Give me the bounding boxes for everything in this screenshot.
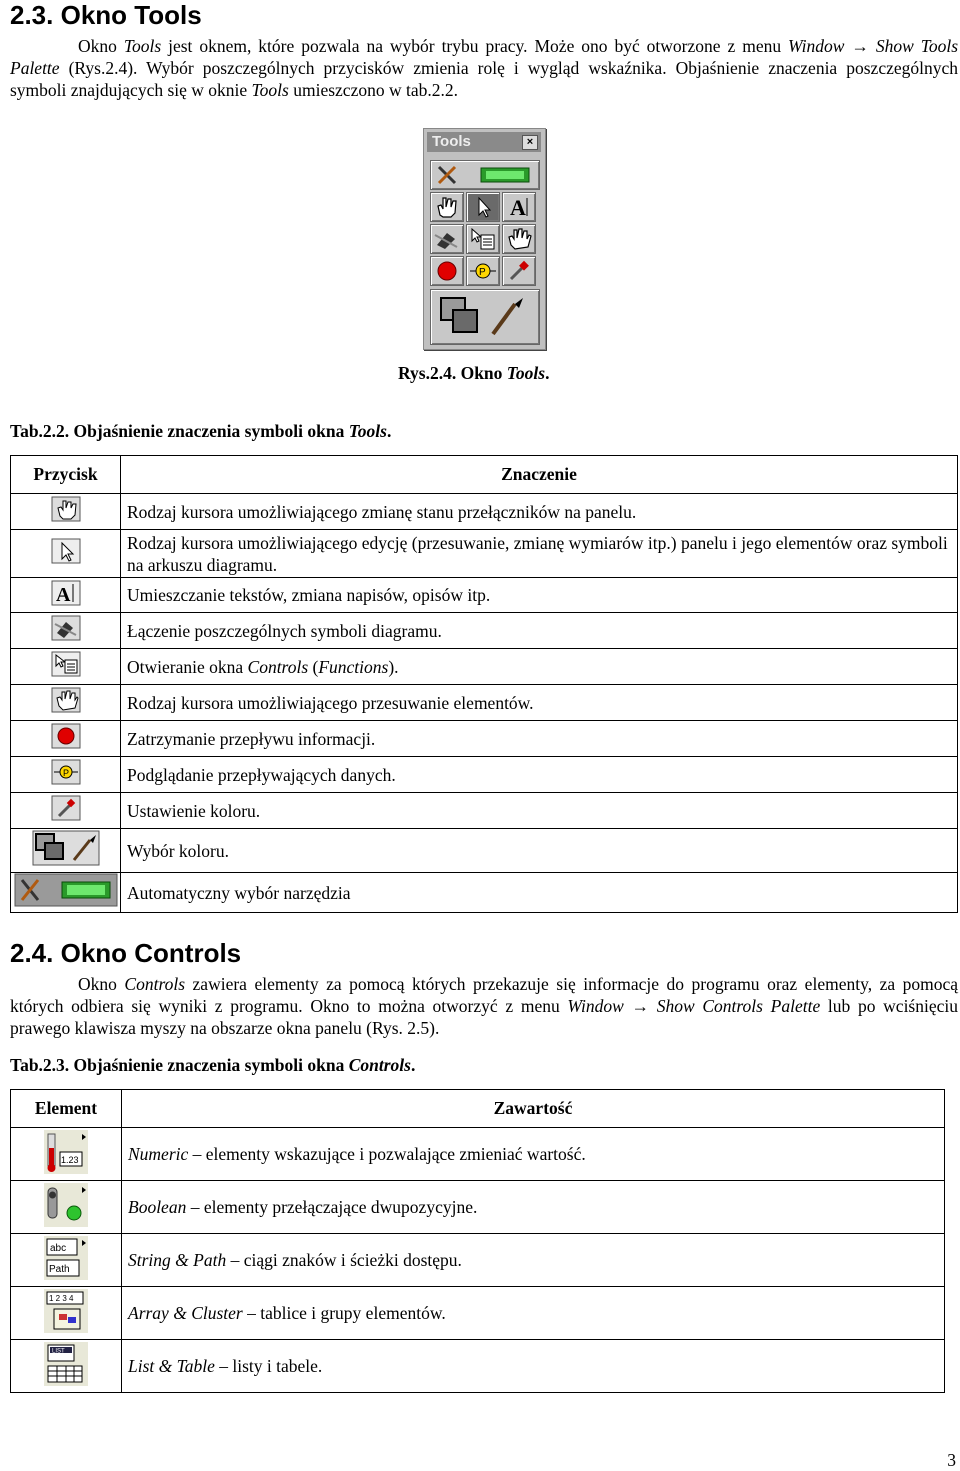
table-row — [11, 578, 958, 613]
scroll-hand-icon — [502, 224, 536, 254]
palette-title: Tools — [432, 133, 471, 150]
row-text: Rodzaj kursora umożliwiającego przesuwanie elementów. — [121, 685, 958, 721]
boolean-icon — [44, 1183, 88, 1232]
table-row — [11, 757, 958, 793]
auto-tool-icon — [14, 873, 118, 912]
svg-text:P: P — [479, 267, 486, 278]
row-text: List & Table – listy i tabele. — [122, 1340, 945, 1393]
svg-text:A: A — [510, 195, 526, 220]
array-cluster-icon — [44, 1289, 88, 1338]
operate-hand-icon — [430, 192, 464, 222]
row-text: Łączenie poszczególnych symboli diagramu. — [121, 613, 958, 649]
tools-table — [10, 455, 958, 913]
table-row — [11, 1340, 945, 1393]
shortcut-menu-icon — [51, 651, 81, 682]
scroll-hand-icon — [51, 687, 81, 718]
controls-table — [10, 1089, 945, 1393]
section-heading-tools: 2.3. Okno Tools — [10, 0, 202, 30]
row-text: Rodzaj kursora umożliwiającego edycję (przesuwanie, zmianę wymiarów itp.) panelu i jego elementów oraz symboli na arkuszu diagramu. — [121, 530, 958, 578]
table-row — [11, 1234, 945, 1287]
col-header-button: Przycisk — [11, 456, 121, 494]
color-copy-icon — [430, 289, 540, 345]
table-row — [11, 873, 958, 913]
figure-caption: Rys.2.4. Okno Tools. — [398, 363, 550, 383]
operate-hand-icon — [51, 496, 81, 527]
svg-text:LIST: LIST — [52, 1348, 65, 1354]
col-header-meaning: Znaczenie — [121, 456, 958, 494]
text-tool-icon — [502, 192, 536, 222]
controls-paragraph: Okno Controls zawiera elementy za pomocą których przekazuje się informacje do programu oraz elementy, za pomocą których odbiera się wyniki z programu. Okno to można otworzyć z menu Window → Show Controls Palette lub po wciśnięciu prawego klawisza myszy na obszarze okna panelu (Rys. 2.5). — [10, 974, 959, 1038]
arrow-cursor-icon — [51, 538, 81, 569]
breakpoint-icon — [430, 256, 464, 286]
tools-palette-figure — [423, 128, 546, 350]
page-number: 3 — [947, 1450, 956, 1470]
row-text: Umieszczanie tekstów, zmiana napisów, opisów itp. — [121, 578, 958, 613]
table-caption-tools: Tab.2.2. Objaśnienie znaczenia symboli okna Tools. — [10, 421, 392, 441]
text-tool-icon — [51, 580, 81, 611]
row-text: Automatyczny wybór narzędzia — [121, 873, 958, 913]
wiring-spool-icon — [430, 224, 464, 254]
table-row — [11, 494, 958, 530]
col-header-value: Zawartość — [122, 1090, 945, 1128]
color-picker-icon — [51, 795, 81, 826]
row-text: Boolean – elementy przełączające dwupozycyjne. — [122, 1181, 945, 1234]
table-row — [11, 1181, 945, 1234]
col-header-element: Element — [11, 1090, 122, 1128]
table-caption-controls: Tab.2.3. Objaśnienie znaczenia symboli okna Controls. — [10, 1055, 416, 1075]
svg-text:1 2 3 4: 1 2 3 4 — [49, 1293, 74, 1303]
section-heading-controls: 2.4. Okno Controls — [10, 938, 242, 968]
table-row — [11, 613, 958, 649]
breakpoint-icon — [51, 723, 81, 754]
table-row — [11, 530, 958, 578]
probe-icon — [51, 759, 81, 790]
table-row — [11, 829, 958, 873]
row-text: Zatrzymanie przepływu informacji. — [121, 721, 958, 757]
svg-text:Path: Path — [49, 1263, 70, 1275]
color-picker-icon — [502, 256, 536, 286]
svg-text:A: A — [55, 583, 70, 606]
probe-icon — [466, 256, 500, 286]
table-row — [11, 649, 958, 685]
row-text: Podglądanie przepływających danych. — [121, 757, 958, 793]
svg-text:P: P — [62, 768, 69, 778]
svg-text:1.23: 1.23 — [61, 1154, 79, 1165]
arrow-cursor-icon — [466, 192, 500, 222]
row-text: Wybór koloru. — [121, 829, 958, 873]
row-text: Otwieranie okna Controls (Functions). — [121, 649, 958, 685]
wiring-spool-icon — [51, 615, 81, 646]
numeric-icon — [44, 1130, 88, 1179]
string-path-icon — [44, 1236, 88, 1285]
row-text: Numeric – elementy wskazujące i pozwalające zmieniać wartość. — [122, 1128, 945, 1181]
table-row — [11, 793, 958, 829]
table-row — [11, 685, 958, 721]
auto-tool-icon — [430, 160, 540, 190]
list-table-icon — [44, 1342, 88, 1391]
row-text: String & Path – ciągi znaków i ścieżki dostępu. — [122, 1234, 945, 1287]
color-copy-icon — [32, 830, 100, 871]
table-row — [11, 1128, 945, 1181]
row-text: Array & Cluster – tablice i grupy elementów. — [122, 1287, 945, 1340]
shortcut-menu-icon — [466, 224, 500, 254]
table-row — [11, 721, 958, 757]
table-row — [11, 1287, 945, 1340]
svg-text:abc: abc — [50, 1242, 67, 1254]
close-icon: × — [522, 135, 538, 150]
tools-paragraph: Okno Tools jest oknem, które pozwala na wybór trybu pracy. Może ono być otworzone z menu Window → Show Tools Palette (Rys.2.4). Wybór poszczególnych przycisków zmienia rolę i wygląd wskaźnika. Objaśnienie znaczenia poszczególnych symboli znajdujących się w oknie Tools umieszczono w tab.2.2. — [10, 36, 959, 100]
row-text: Ustawienie koloru. — [121, 793, 958, 829]
palette-title-bar — [427, 132, 541, 152]
row-text: Rodzaj kursora umożliwiającego zmianę stanu przełączników na panelu. — [121, 494, 958, 530]
